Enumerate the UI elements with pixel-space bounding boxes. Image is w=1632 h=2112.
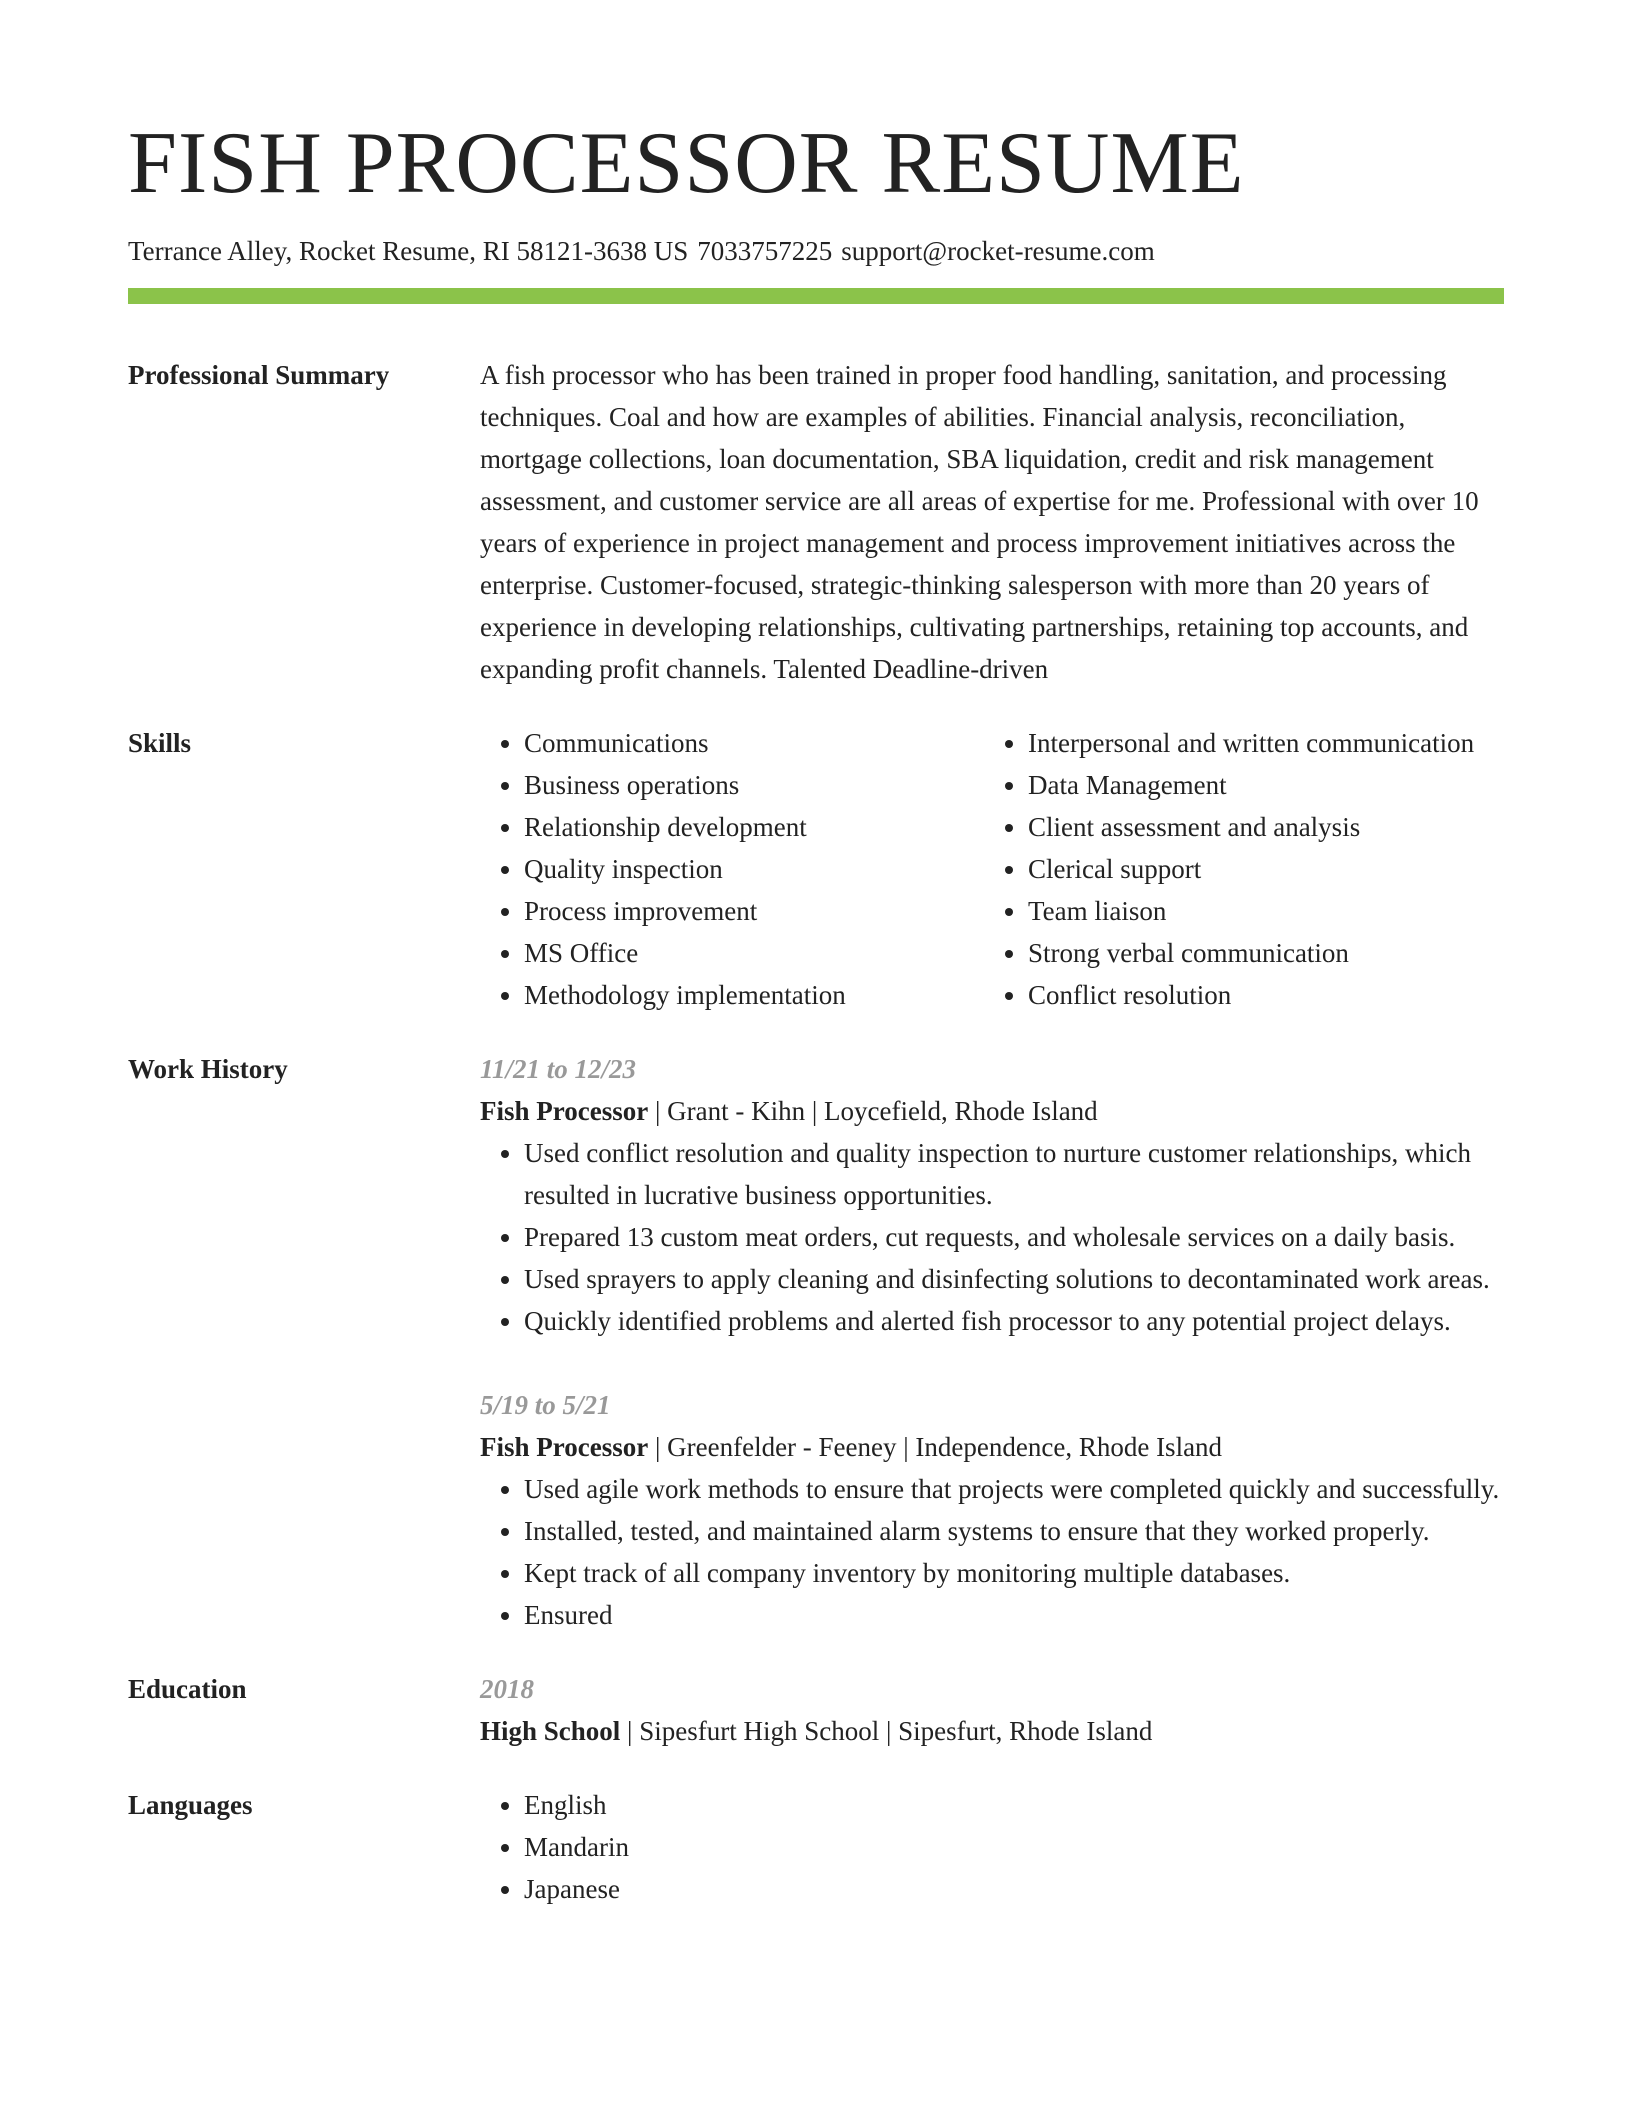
job-heading [480,1090,1504,1132]
summary-section [128,354,1504,690]
job-bullet-list [480,1132,1504,1342]
education-heading [480,1710,1504,1752]
job-bullet: • Used conflict resolution and quality inspection to nurture customer relationships, which resulted in lucrative business opportunities. [524,1132,1504,1216]
skill-item: • Methodology implementation [524,974,984,1016]
section-label-languages: Languages [128,1790,253,1820]
skill-item: • Strong verbal communication [1028,932,1504,974]
education-details: | Sipesfurt High School | Sipesfurt, Rhode Island [620,1716,1153,1746]
job-dates: 5/19 to 5/21 [480,1390,611,1420]
job-heading [480,1426,1504,1468]
education-degree: High School [480,1716,621,1746]
work-history-section [128,1048,1504,1636]
skill-item: • Communications [524,722,984,764]
job-details: | Greenfelder - Feeney | Independence, Rhode Island [648,1432,1223,1462]
job-details: | Grant - Kihn | Loycefield, Rhode Island [648,1096,1098,1126]
resume-page [128,115,1504,1910]
job-bullet: • Prepared 13 custom meat orders, cut requests, and wholesale services on a daily basis. [524,1216,1504,1258]
skill-item: • Process improvement [524,890,984,932]
skill-item: • Interpersonal and written communication [1028,722,1504,764]
skill-item: • Data Management [1028,764,1504,806]
job-title: Fish Processor [480,1096,649,1126]
education-section [128,1668,1504,1752]
skills-list-right [984,722,1504,1016]
language-item: • Japanese [524,1868,1504,1910]
job-bullet: • Ensured [524,1594,1504,1636]
contact-address: Terrance Alley, Rocket Resume, RI 58121-3638 US [128,236,689,266]
language-item: • English [524,1784,1504,1826]
skills-section [128,722,1504,1016]
summary-text: A fish processor who has been trained in proper food handling, sanitation, and processing techniques. Coal and how are examples of abilities. Financial analysis, reconciliation, mortgage collections, loan documentation, SBA liquidation, credit and risk management assessment, and customer service are all areas of expertise for me. Professional with over 10 years of experience in project management and process improvement initiatives across the enterprise. Customer-focused, strategic-thinking salesperson with more than 20 years of experience in developing relationships, cultivating partnerships, retaining top accounts, and expanding profit channels. Talented Deadline-driven [480,360,1479,684]
language-item: • Mandarin [524,1826,1504,1868]
skill-item: • Business operations [524,764,984,806]
contact-phone: 7033757225 [697,236,833,266]
skill-item: • Relationship development [524,806,984,848]
job-bullet: • Used sprayers to apply cleaning and disinfecting solutions to decontaminated work areas. [524,1258,1504,1300]
skill-item: • Client assessment and analysis [1028,806,1504,848]
job-bullet: • Quickly identified problems and alerted fish processor to any potential project delays. [524,1300,1504,1342]
languages-list [480,1784,1504,1910]
section-label-work-history: Work History [128,1054,288,1084]
section-label-skills: Skills [128,728,192,758]
job-bullet: • Used agile work methods to ensure that projects were completed quickly and successfully. [524,1468,1504,1510]
education-year: 2018 [480,1674,534,1704]
skill-item: • Conflict resolution [1028,974,1504,1016]
skills-list-left [480,722,984,1016]
skill-item: • Clerical support [1028,848,1504,890]
job-bullet: • Kept track of all company inventory by monitoring multiple databases. [524,1552,1504,1594]
resume-title: FISH PROCESSOR RESUME [128,115,1245,212]
section-label-summary: Professional Summary [128,360,390,390]
section-label-education: Education [128,1674,247,1704]
skill-item: • MS Office [524,932,984,974]
contact-email: support@rocket-resume.com [841,236,1155,266]
languages-section [128,1784,1504,1910]
job-entry [480,1384,1504,1636]
job-title: Fish Processor [480,1432,649,1462]
job-dates: 11/21 to 12/23 [480,1054,637,1084]
job-bullet-list [480,1468,1504,1636]
skill-item: • Quality inspection [524,848,984,890]
contact-line [128,234,1504,268]
job-bullet: • Installed, tested, and maintained alarm systems to ensure that they worked properly. [524,1510,1504,1552]
skill-item: • Team liaison [1028,890,1504,932]
job-entry [480,1048,1504,1342]
header-divider [128,288,1504,304]
